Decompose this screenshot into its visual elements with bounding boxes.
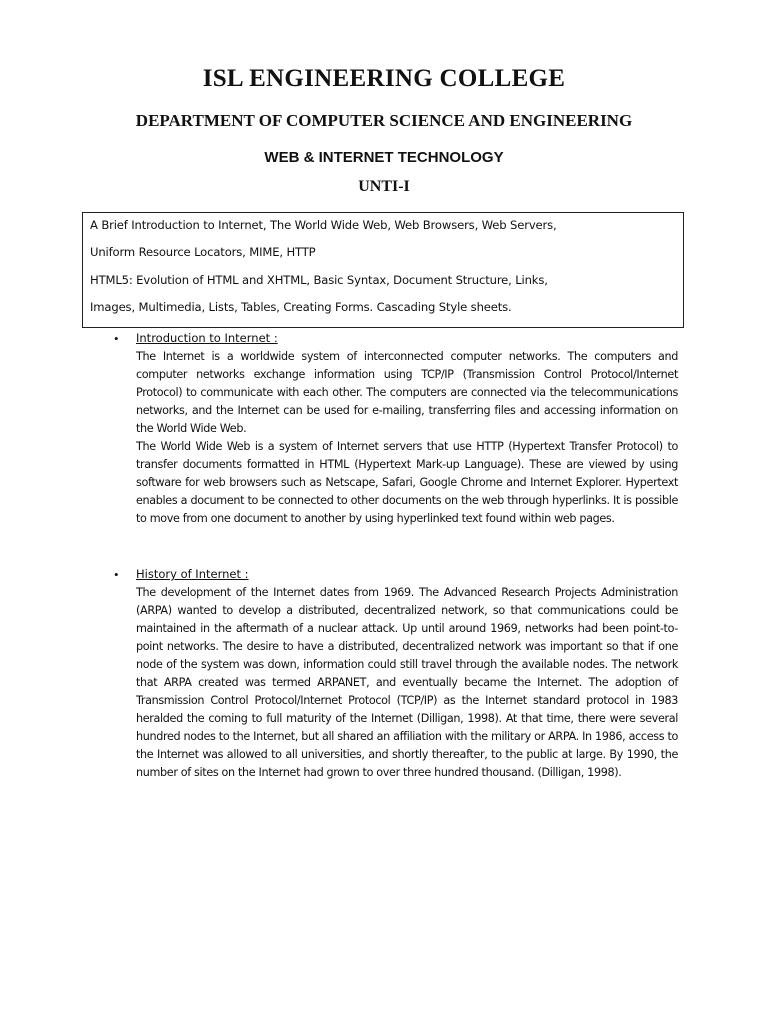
section-heading: History of Internet :	[136, 567, 249, 581]
paragraph: The development of the Internet dates from 1969. The Advanced Research Projects Administration (ARPA) wanted to develop a distributed, decentralized network, so that communications could be maintained in the aftermath of a nuclear attack. Up until around 1969, networks had been point-to-point networks. The desire to have a distributed, decentralized network was important so that if one node of the system was down, information could still travel through the available nodes. The network that ARPA created was termed ARPANET, and eventually became the Internet. The adoption of Transmission Control Protocol/Internet Protocol (TCP/IP) as the Internet standard protocol in 1983 heralded the coming to full maturity of the Internet (Dilligan, 1998). At that time, there were several hundred nodes to the Internet, but all shared an affiliation with the military or ARPA. In 1986, access to the Internet was allowed to all universities, and shortly thereafter, to the public at large. By 1990, the number of sites on the Internet had grown to over three hundred thousand. (Dilligan, 1998).	[136, 586, 678, 779]
unit-title: UNTI-I	[358, 178, 410, 195]
syllabus-box	[82, 212, 684, 328]
bullet-icon: •	[114, 331, 119, 346]
bullet-icon: •	[114, 567, 119, 582]
paragraph: The Internet is a worldwide system of interconnected computer networks. The computers and computer networks exchange information using TCP/IP (Transmission Control Protocol/Internet Protocol) to communicate with each other. The computers are connected via the telecommunications networks, and the Internet can be used for e-mailing, transferring files and accessing information on the World Wide Web.	[136, 350, 678, 435]
syllabus-line: Uniform Resource Locators, MIME, HTTP	[90, 245, 316, 259]
paragraph: The World Wide Web is a system of Internet servers that use HTTP (Hypertext Transfer Protocol) to transfer documents formatted in HTML (Hypertext Mark-up Language). These are viewed by using software for web browsers such as Netscape, Safari, Google Chrome and Internet Explorer. Hypertext enables a document to be connected to other documents on the web through hyperlinks. It is possible to move from one document to another by using hyperlinked text found within web pages.	[136, 440, 678, 525]
section-body	[136, 584, 678, 782]
section-heading: Introduction to Internet :	[136, 331, 278, 345]
subject-title: WEB & INTERNET TECHNOLOGY	[264, 149, 504, 166]
section-body	[136, 348, 678, 528]
department-title: DEPARTMENT OF COMPUTER SCIENCE AND ENGINEERING	[135, 111, 633, 130]
syllabus-line: Images, Multimedia, Lists, Tables, Creating Forms. Cascading Style sheets.	[90, 300, 512, 314]
syllabus-line: A Brief Introduction to Internet, The World Wide Web, Web Browsers, Web Servers,	[90, 218, 557, 232]
syllabus-line: HTML5: Evolution of HTML and XHTML, Basic Syntax, Document Structure, Links,	[90, 273, 548, 287]
college-title: ISL ENGINEERING COLLEGE	[202, 65, 566, 92]
